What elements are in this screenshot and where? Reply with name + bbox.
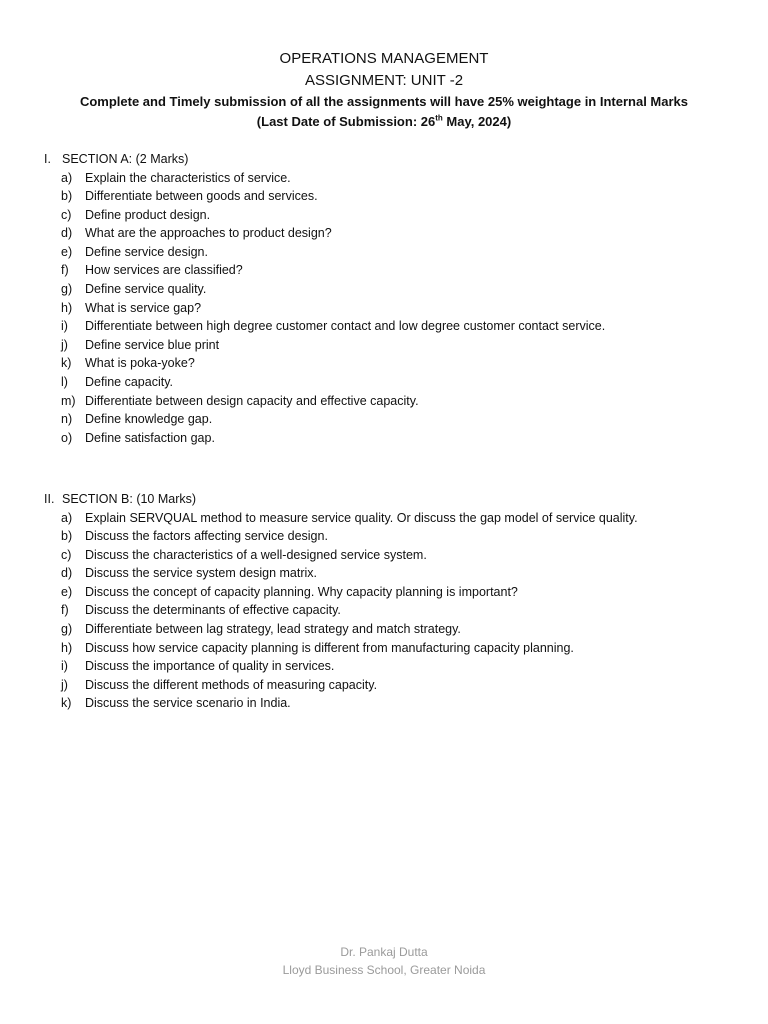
question-item: [44, 601, 734, 620]
question-letter: m): [61, 393, 76, 408]
question-item: [44, 187, 734, 206]
question-item: [44, 639, 734, 658]
section-a: [44, 150, 734, 447]
deadline-prefix: (Last Date of Submission: 26: [256, 114, 436, 129]
question-letter: j): [61, 337, 68, 352]
question-letter: c): [61, 547, 72, 562]
document-header: [0, 48, 768, 132]
question-letter: k): [61, 356, 72, 371]
section-b-questions: [44, 509, 734, 714]
question-letter: j): [61, 677, 68, 692]
section-a-heading: [44, 150, 734, 169]
document-footer: [0, 943, 768, 979]
question-item: [44, 429, 734, 448]
question-text: Explain the characteristics of service.: [85, 170, 291, 185]
section-a-title: SECTION A: (2 Marks): [62, 152, 189, 166]
question-item: [44, 336, 734, 355]
question-item: [44, 224, 734, 243]
question-letter: h): [61, 300, 73, 315]
question-letter: f): [61, 263, 69, 278]
question-text: Define knowledge gap.: [85, 412, 213, 427]
submission-notice: Complete and Timely submission of all the assignments will have 25% weightage in Internal Marks: [79, 94, 689, 109]
question-item: [44, 243, 734, 262]
question-text: Discuss the different methods of measuring capacity.: [85, 677, 378, 692]
question-item: [44, 546, 734, 565]
section-b-heading: [44, 490, 734, 509]
question-letter: d): [61, 226, 73, 241]
question-text: Define service quality.: [85, 282, 207, 297]
question-letter: e): [61, 244, 73, 259]
question-item: [44, 299, 734, 318]
question-letter: g): [61, 282, 73, 297]
question-item: [44, 509, 734, 528]
question-text: Define service blue print: [85, 337, 220, 352]
question-text: Define satisfaction gap.: [85, 430, 215, 445]
question-text: What is poka-yoke?: [85, 356, 195, 371]
question-item: [44, 583, 734, 602]
question-item: [44, 373, 734, 392]
question-item: [44, 676, 734, 695]
question-letter: o): [61, 430, 73, 445]
question-letter: c): [61, 207, 72, 222]
question-letter: k): [61, 696, 72, 711]
question-text: Discuss the factors affecting service design.: [85, 529, 328, 544]
question-item: [44, 261, 734, 280]
question-letter: h): [61, 640, 73, 655]
question-text: What is service gap?: [85, 300, 202, 315]
question-letter: n): [61, 412, 73, 427]
institution-name: Lloyd Business School, Greater Noida: [282, 963, 486, 977]
question-item: [44, 354, 734, 373]
question-item: [44, 620, 734, 639]
question-letter: g): [61, 622, 73, 637]
question-item: [44, 206, 734, 225]
question-text: Explain SERVQUAL method to measure service quality. Or discuss the gap model of service quality.: [85, 510, 638, 525]
question-letter: b): [61, 189, 73, 204]
question-text: Discuss the characteristics of a well-designed service system.: [85, 547, 427, 562]
question-text: Discuss the service system design matrix.: [85, 566, 318, 581]
question-text: Define service design.: [85, 244, 208, 259]
question-text: Discuss the determinants of effective capacity.: [85, 603, 341, 618]
question-letter: i): [61, 319, 68, 334]
deadline-ordinal: th: [435, 113, 443, 123]
question-text: Differentiate between high degree customer contact and low degree customer contact service.: [85, 319, 606, 334]
question-text: Discuss how service capacity planning is different from manufacturing capacity planning.: [85, 640, 574, 655]
question-text: Discuss the concept of capacity planning. Why capacity planning is important?: [85, 584, 518, 599]
section-b-title: SECTION B: (10 Marks): [62, 492, 197, 506]
question-text: Differentiate between goods and services.: [85, 189, 318, 204]
question-text: Differentiate between design capacity and effective capacity.: [85, 393, 419, 408]
question-text: Discuss the importance of quality in services.: [85, 659, 335, 674]
question-text: What are the approaches to product design?: [85, 226, 332, 241]
question-letter: a): [61, 170, 73, 185]
question-letter: e): [61, 584, 73, 599]
question-text: Define product design.: [85, 207, 211, 222]
question-text: Differentiate between lag strategy, lead strategy and match strategy.: [85, 622, 461, 637]
assignment-subtitle: ASSIGNMENT: UNIT -2: [304, 72, 464, 89]
question-item: [44, 392, 734, 411]
author-name: Dr. Pankaj Dutta: [340, 945, 428, 959]
question-item: [44, 410, 734, 429]
question-letter: d): [61, 566, 73, 581]
question-item: [44, 657, 734, 676]
question-item: [44, 317, 734, 336]
question-letter: i): [61, 659, 68, 674]
question-letter: f): [61, 603, 69, 618]
question-letter: a): [61, 510, 73, 525]
section-a-number: I.: [44, 152, 51, 166]
question-letter: l): [61, 375, 68, 390]
deadline-suffix: May, 2024): [442, 114, 512, 129]
question-text: Discuss the service scenario in India.: [85, 696, 291, 711]
section-b: [44, 490, 734, 713]
question-item: [44, 564, 734, 583]
question-item: [44, 280, 734, 299]
section-a-questions: [44, 169, 734, 448]
question-letter: b): [61, 529, 73, 544]
question-item: [44, 169, 734, 188]
question-item: [44, 527, 734, 546]
section-b-number: II.: [44, 492, 55, 506]
question-item: [44, 694, 734, 713]
question-text: Define capacity.: [85, 375, 174, 390]
submission-deadline: [0, 112, 768, 132]
question-text: How services are classified?: [85, 263, 243, 278]
document-title: OPERATIONS MANAGEMENT: [279, 50, 489, 67]
